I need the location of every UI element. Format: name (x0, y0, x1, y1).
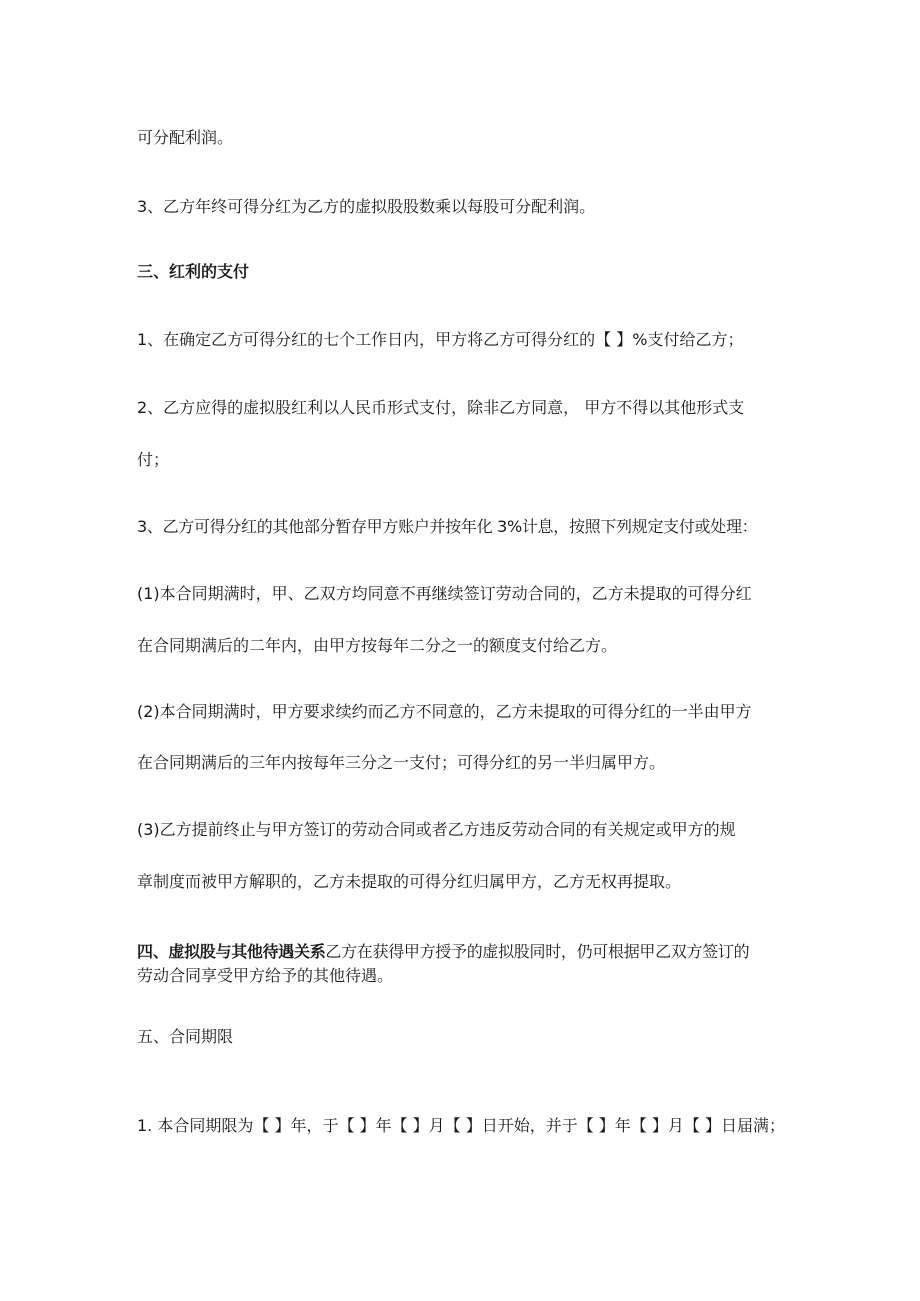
paragraph-line: 章制度而被甲方解职的，乙方未提取的可得分红归属甲方，乙方无权再提取。 (137, 872, 682, 891)
paragraph-line: 在合同期满后的三年内按每年三分之一支付；可得分红的另一半归属甲方。 (137, 753, 666, 772)
section-heading: 四、虚拟股与其他待遇关系 (137, 942, 326, 961)
paragraph-line: 2、乙方应得的虚拟股红利以人民币形式支付，除非乙方同意， 甲方不得以其他形式支 (137, 398, 745, 417)
paragraph-line: 3、乙方年终可得分红为乙方的虚拟股股数乘以每股可分配利润。 (137, 197, 596, 216)
section-heading: 五、合同期限 (137, 1027, 234, 1046)
paragraph-line: 1、在确定乙方可得分红的七个工作日内，甲方将乙方可得分红的【 】%支付给乙方； (137, 330, 744, 349)
paragraph-line: (2)本合同期满时，甲方要求续约而乙方不同意的，乙方未提取的可得分红的一半由甲方 (137, 702, 752, 721)
paragraph-line: 可分配利润。 (137, 128, 234, 147)
section-body: 乙方在获得甲方授予的虚拟股同时，仍可根据甲乙双方签订的 (325, 942, 750, 961)
section-heading: 三、红利的支付 (137, 262, 250, 281)
paragraph-line (137, 942, 785, 962)
paragraph-line: 付； (137, 450, 170, 469)
paragraph-line: 3、乙方可得分红的其他部分暂存甲方账户并按年化 3%计息，按照下列规定支付或处理： (137, 517, 758, 536)
paragraph-line: 劳动合同享受甲方给予的其他待遇。 (137, 966, 394, 985)
paragraph-line: (1)本合同期满时，甲、乙双方均同意不再继续签订劳动合同的，乙方未提取的可得分红 (137, 584, 752, 603)
paragraph-line: 1. 本合同期限为【 】年，于【 】年【 】月【 】日开始，并于【 】年【 】月【 】日届满； (137, 1116, 785, 1135)
paragraph-line: 在合同期满后的二年内，由甲方按每年二分之一的额度支付给乙方。 (137, 636, 618, 655)
paragraph-line: (3)乙方提前终止与甲方签订的劳动合同或者乙方违反劳动合同的有关规定或甲方的规 (137, 820, 736, 839)
